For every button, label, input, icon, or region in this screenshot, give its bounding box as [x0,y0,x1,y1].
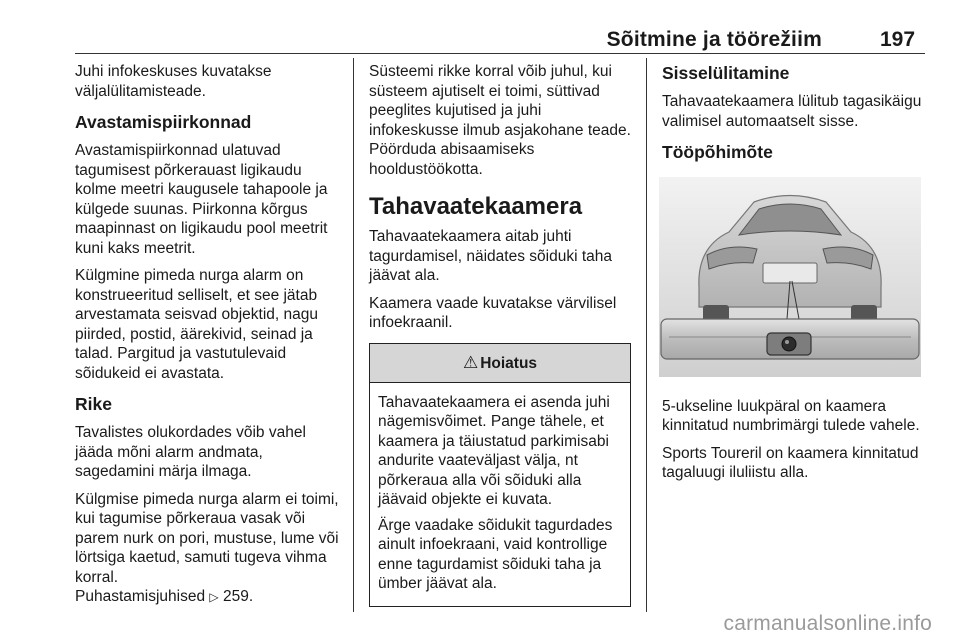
page-reference-icon: ▷ [209,590,219,604]
rear-camera-illustration [659,177,921,377]
column-2 [369,62,631,607]
cross-reference-page: 259. [222,588,254,605]
warning-body [370,383,630,606]
section-heading-activation: Sisselülitamine [662,63,790,83]
column-divider-1 [353,58,354,612]
cross-reference-text: Puhastamisjuhised [75,588,206,605]
column-divider-2 [646,58,647,612]
cross-reference[interactable] [75,587,343,608]
warning-box [369,343,631,607]
column-3 [662,62,930,491]
column-1 [75,62,343,616]
warning-paragraph: Tahavaatekaamera ei asenda juhi nägemisvõimet. Pange tähele, et kaamera ja täiustatud parkimisabi andurite vaateväljast välja, nt põrkeraua alla või sõiduki alla jäävaid objekte ei kuvata. [378,393,610,508]
paragraph: Kaamera vaade kuvatakse värvilisel infoekraanil. [369,294,617,331]
page-number: 197 [880,28,916,51]
running-header: Sõitmine ja töörežiim [606,28,822,51]
section-heading-fault: Rike [75,394,112,414]
main-heading-rear-camera: Tahavaatekaamera [369,193,583,220]
paragraph: Tavalistes olukordades võib vahel jääda mõni alarm andmata, sagedamini märja ilmaga. [75,424,306,480]
paragraph: Avastamispiirkonnad ulatuvad tagumisest põrkerauast ligikaudu kolme meetri kaugusele tahapoole ja külgede suunas. Piirkonna kõrgus maapinnast on ligikaudu pool meetrit kuni kaks meetrit. [75,142,328,257]
paragraph: Tahavaatekaamera aitab juhti tagurdamisel, näidates sõiduki taha jäävat ala. [369,228,612,284]
paragraph: Külgmine pimeda nurga alarm on konstrueeritud selliselt, et see jätab arvestamata seisvad objektid, nagu piirded, postid, äärekivid, seinad ja talad. Pargitud ja vastutulevaid sõidukeid ei avastata. [75,267,318,382]
section-heading-detection-zones: Avastamispiirkonnad [75,112,252,132]
figure-caption: Sports Toureril on kaamera kinnitatud tagaluugi iluliistu alla. [662,444,919,481]
warning-paragraph: Ärge vaadake sõidukit tagurdades ainult infoekraani, vaid kontrollige enne tagurdamist sõiduki taha ja ümber jäävat ala. [378,516,613,592]
figure-caption: 5-ukseline luukpäral on kaamera kinnitatud numbrimärgi tulede vahele. [662,397,920,434]
warning-title: Hoiatus [480,354,538,372]
watermark: carmanualsonline.info [723,612,932,635]
paragraph: Tahavaatekaamera lülitub tagasikäigu valimisel automaatselt sisse. [662,93,922,130]
warning-triangle-icon: ⚠ [462,352,479,372]
header-rule [75,53,925,54]
section-heading-operating-principle: Tööpõhimõte [662,142,773,162]
paragraph: Süsteemi rikke korral võib juhul, kui süsteem ajutiselt ei toimi, süttivad peeglites kujutised ja juhi infokeskusse ilmub asjakohane teade. Pöörduda abisaamiseks hooldustöökotta. [369,63,631,178]
paragraph: Külgmise pimeda nurga alarm ei toimi, kui tagumise põrkeraua vasak või parem nurk on pori, mustuse, lume või lörtsiga kaetud, samuti tugeva vihma korral. [75,490,339,586]
warning-header [370,344,630,383]
intro-paragraph: Juhi infokeskuses kuvatakse väljalülitamisteade. [75,63,272,100]
